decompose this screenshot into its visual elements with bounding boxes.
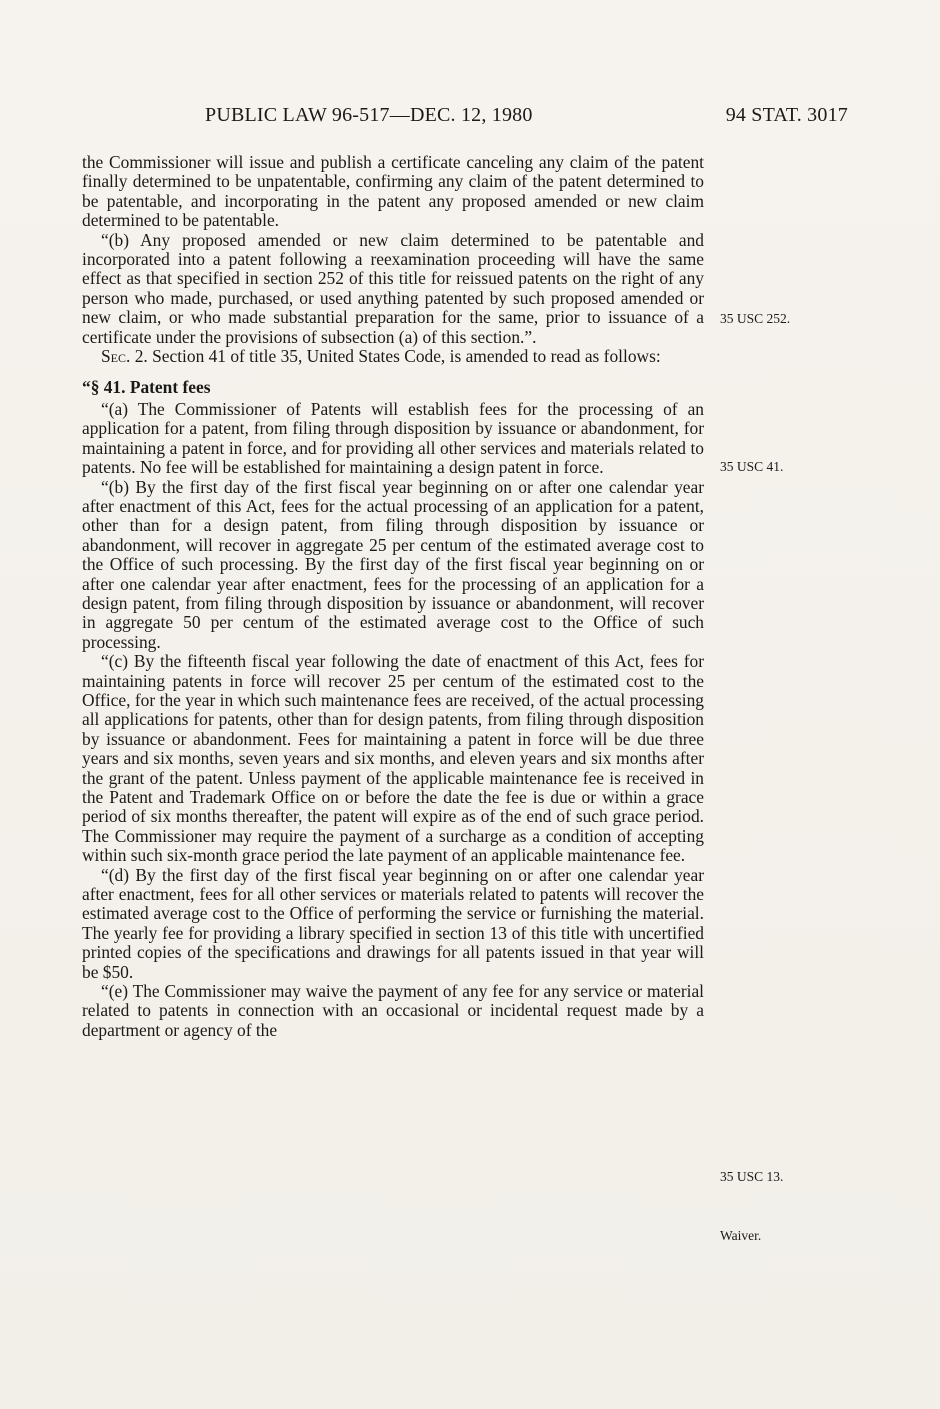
subsection-a: “(a) The Commissioner of Patents will establish fees for the processing of an application for a patent, from filing through disposition by issuance or abandonment, for maintaining a patent in force, and for providing all other services and materials related to patents. No fee will be established for maintaining a design patent in force.: [82, 398, 704, 478]
margin-note-35-usc-13: 35 USC 13.: [720, 1169, 784, 1184]
page-header: [205, 104, 848, 132]
margin-note-35-usc-252: 35 USC 252.: [720, 311, 791, 326]
paragraph-certificate: the Commissioner will issue and publish a certificate canceling any claim of the patent finally determined to be unpatentable, confirming any claim of the patent determined to be patentable, and incorporating in the patent any proposed amended or new claim determined to be patentable.: [82, 152, 704, 231]
stat-page-number: 94 STAT. 3017: [725, 104, 848, 126]
margin-note-waiver: Waiver.: [720, 1228, 762, 1243]
subsection-d: “(d) By the first day of the first fiscal year beginning on or after one calendar year after enactment, fees for all other services or materials related to patents will recover the estimated average cost to the Office of performing the service or furnishing the material. The yearly fee for providing a library specified in section 13 of this title with uncertified printed copies of the specifications and drawings for all patents issued in that year will be $50.: [82, 864, 704, 982]
margin-note-35-usc-41: 35 USC 41.: [720, 459, 784, 474]
body-text: [82, 153, 704, 1040]
paragraph-subsection-b-reexam: “(b) Any proposed amended or new claim determined to be patentable and incorporated into a patent following a reexamination proceeding will have the same effect as that specified in section 252 of this title for reissued patents on the right of any person who made, purchased, or used anything patented by such proposed amended or new claim, or who made substantial preparation for the same, prior to issuance of a certificate under the provisions of subsection (a) of this section.”.: [82, 229, 704, 347]
subsection-c: “(c) By the fifteenth fiscal year following the date of enactment of this Act, fees for maintaining patents in force will recover 25 per centum of the estimated cost to the Office, for the year in which such maintenance fees are received, of the actual processing all applications for patents, other than for design patents, from filing through disposition by issuance or abandonment. Fees for maintaining a patent in force will be due three years and six months, seven years and six months, and eleven years and six months after the grant of the patent. Unless payment of the applicable maintenance fee is received in the Patent and Trademark Office on or before the date the fee is due or within a grace period of six months thereafter, the patent will expire as of the end of such grace period. The Commissioner may require the payment of a surcharge as a condition of accepting within such six-month grace period the late payment of an applicable maintenance fee.: [82, 651, 704, 866]
subsection-b: “(b) By the first day of the first fiscal year beginning on or after one calendar year after enactment of this Act, fees for the actual processing of an application for a patent, other than for a design patent, from filing through disposition by issuance or abandonment, will recover in aggregate 25 per centum of the estimated average cost to the Office of such processing. By the first day of the first fiscal year beginning on or after one calendar year after enactment, fees for the processing of an application for a design patent, from filing through disposition by issuance or abandonment, will recover in aggregate 50 per centum of the estimated average cost to the Office of such processing.: [82, 476, 704, 652]
section-heading: “§ 41. Patent fees: [82, 377, 211, 398]
subsection-e: “(e) The Commissioner may waive the payment of any fee for any service or material related to patents in connection with an occasional or incidental request made by a department or agency of the: [82, 981, 704, 1040]
section-2-paragraph: [82, 347, 704, 366]
section-label: Sec.: [101, 346, 131, 367]
running-head: PUBLIC LAW 96-517—DEC. 12, 1980: [205, 104, 533, 126]
section-2-text: 2. Section 41 of title 35, United States Code, is amended to read as follows:: [130, 346, 661, 367]
